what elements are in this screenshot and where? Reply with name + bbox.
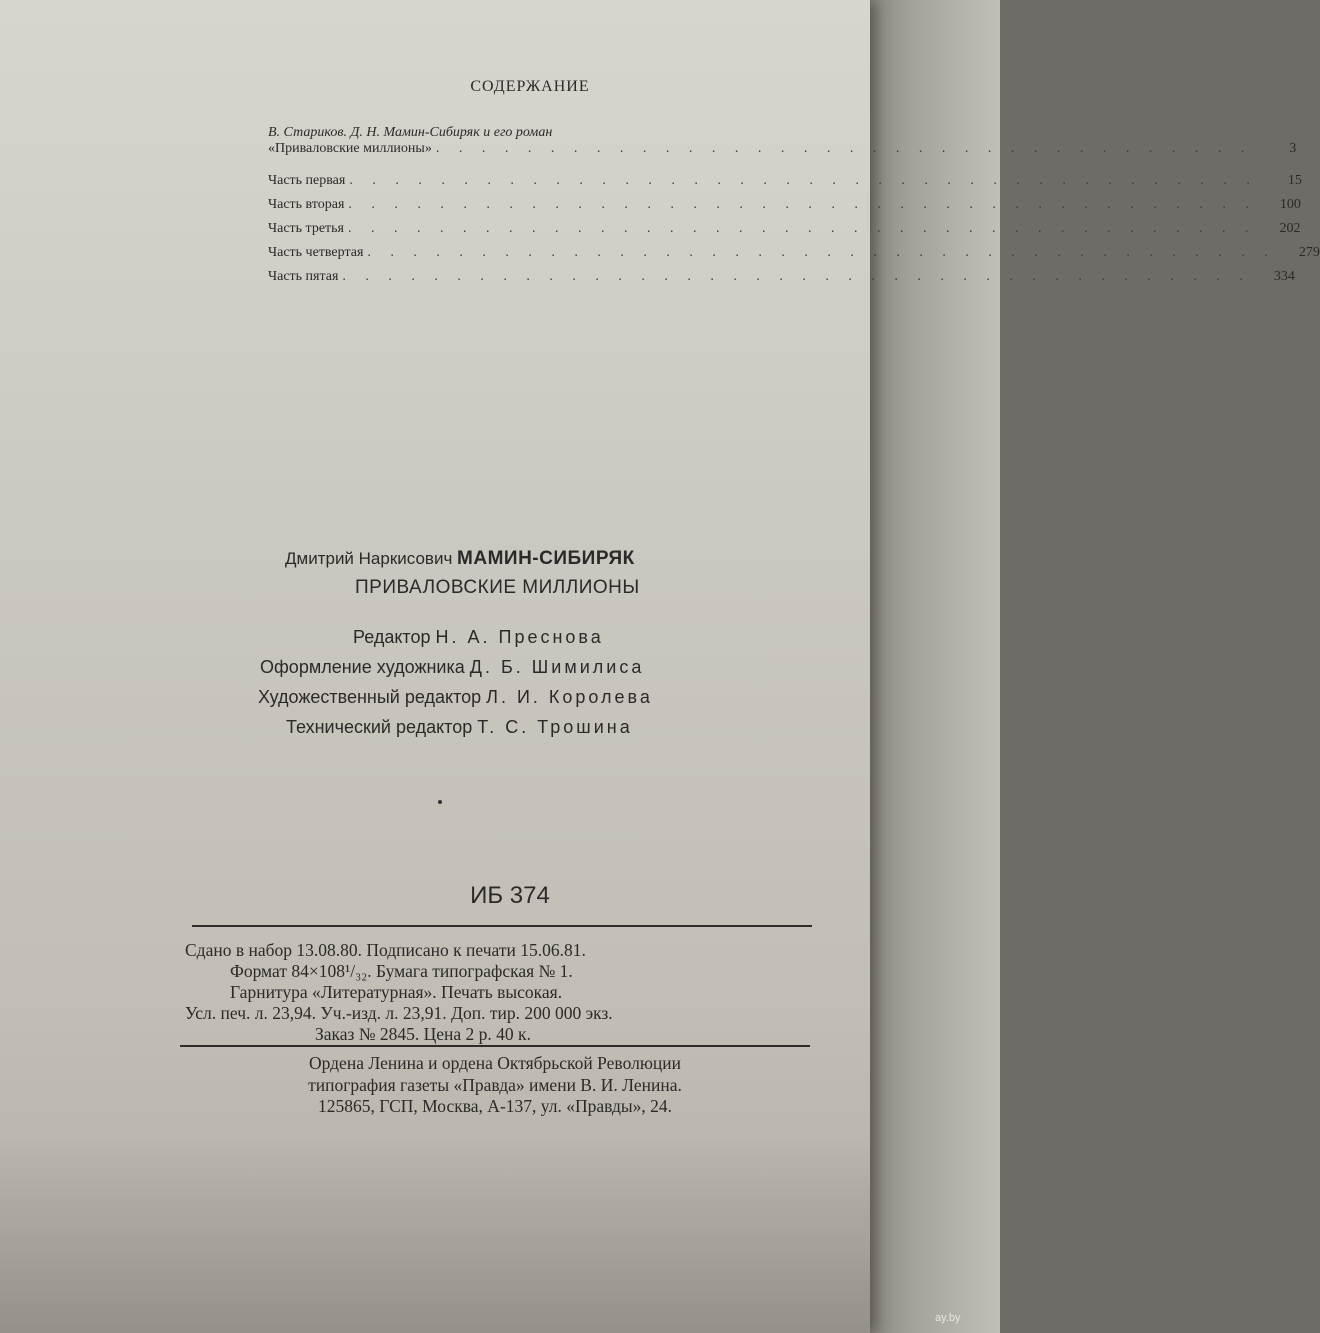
toc-heading: СОДЕРЖАНИЕ xyxy=(470,78,590,95)
credits-block xyxy=(250,627,810,747)
toc-row xyxy=(268,269,1295,293)
toc-leader-dots: . . . . . . . . . . . . . . . . . . . . . . . . . . . . . . . . . . . . . . . . xyxy=(348,197,1257,212)
credit-role: Редактор xyxy=(353,627,431,647)
imprint-line: Сдано в набор 13.08.80. Подписано к печати 15.06.81. xyxy=(185,940,586,960)
toc-entry-label: Часть пятая xyxy=(268,269,339,284)
imprint-line: Заказ № 2845. Цена 2 р. 40 к. xyxy=(315,1024,531,1044)
author-surname: МАМИН-СИБИРЯК xyxy=(457,548,635,569)
toc-intro-title: «Приваловские миллионы» xyxy=(268,141,432,156)
author-given-names: Дмитрий Наркисович xyxy=(285,549,453,568)
watermark: ay.by xyxy=(935,1312,961,1324)
credit-role: Оформление художника xyxy=(260,657,465,677)
toc-intro-line: В. Стариков. Д. Н. Мамин-Сибиряк и его роман xyxy=(268,125,553,140)
printer-line: типография газеты «Правда» имени В. И. Ленина. xyxy=(308,1074,682,1095)
credit-row xyxy=(250,627,810,657)
imprint-block xyxy=(185,940,815,1045)
toc-row-intro xyxy=(268,141,1297,165)
toc-leader-dots: . . . . . . . . . . . . . . . . . . . . . . . . . . . . . . . . . . . . . . . . xyxy=(367,245,1276,260)
divider-rule xyxy=(180,1045,810,1047)
credit-name: Т. С. Трошина xyxy=(477,717,633,737)
toc-page-number: 202 xyxy=(1279,221,1301,236)
toc-entry-label: Часть четвертая xyxy=(268,245,364,260)
book-title: ПРИВАЛОВСКИЕ МИЛЛИОНЫ xyxy=(355,577,640,598)
page-shadow xyxy=(0,1133,870,1333)
imprint-line: Формат 84×108¹/₃₂. Бумага типографская № 1. xyxy=(230,961,573,981)
printer-block xyxy=(175,1053,815,1118)
toc-entry-label: Часть третья xyxy=(268,221,344,236)
print-speck xyxy=(438,800,442,804)
toc-row xyxy=(268,173,1302,197)
printer-line: Ордена Ленина и ордена Октябрьской Революции xyxy=(309,1053,681,1073)
credit-name: Н. А. Преснова xyxy=(435,627,604,647)
toc-page-number: 334 xyxy=(1273,269,1295,284)
imprint-line: Усл. печ. л. 23,94. Уч.-изд. л. 23,91. Доп. тир. 200 000 экз. xyxy=(185,1003,613,1023)
table-of-contents xyxy=(268,125,1320,293)
credit-role: Технический редактор xyxy=(286,717,473,737)
toc-leader-dots: . . . . . . . . . . . . . . . . . . . . . . . . . . . . . . . . . . . . . . . . xyxy=(347,221,1257,236)
toc-row xyxy=(268,197,1301,221)
toc-leader-dots: . . . . . . . . . . . . . . . . . . . . . . . . . . . . . . . . . . . . . . . . xyxy=(342,269,1251,284)
credit-name: Д. Б. Шимилиса xyxy=(469,657,645,677)
toc-row xyxy=(268,221,1301,245)
toc-page-number: 15 xyxy=(1287,173,1302,188)
credit-row xyxy=(250,687,810,717)
credit-row xyxy=(250,657,810,687)
ib-number: ИБ 374 xyxy=(470,882,550,909)
toc-row xyxy=(268,245,1320,269)
divider-rule xyxy=(192,925,812,927)
credit-role: Художественный редактор xyxy=(258,687,482,707)
toc-entry-label: Часть первая xyxy=(268,173,346,188)
toc-page-number: 100 xyxy=(1279,197,1301,212)
toc-leader-dots: . . . . . . . . . . . . . . . . . . . . . . . . . . . . . . . . . . . . . . . . xyxy=(349,173,1258,188)
imprint-line: Гарнитура «Литературная». Печать высокая. xyxy=(230,982,563,1002)
author-line xyxy=(285,548,785,570)
credit-row xyxy=(250,717,810,747)
printer-line: 125865, ГСП, Москва, А-137, ул. «Правды», 24. xyxy=(317,1096,673,1116)
credit-name: Л. И. Королева xyxy=(486,687,653,707)
toc-leader-dots: . . . . . . . . . . . . . . . . . . . . . . . . . . . . . . . . . . . . xyxy=(435,141,1253,156)
toc-page-number: 279 xyxy=(1298,245,1320,260)
toc-entry-label: Часть вторая xyxy=(268,197,345,212)
toc-page-number: 3 xyxy=(1289,141,1297,156)
